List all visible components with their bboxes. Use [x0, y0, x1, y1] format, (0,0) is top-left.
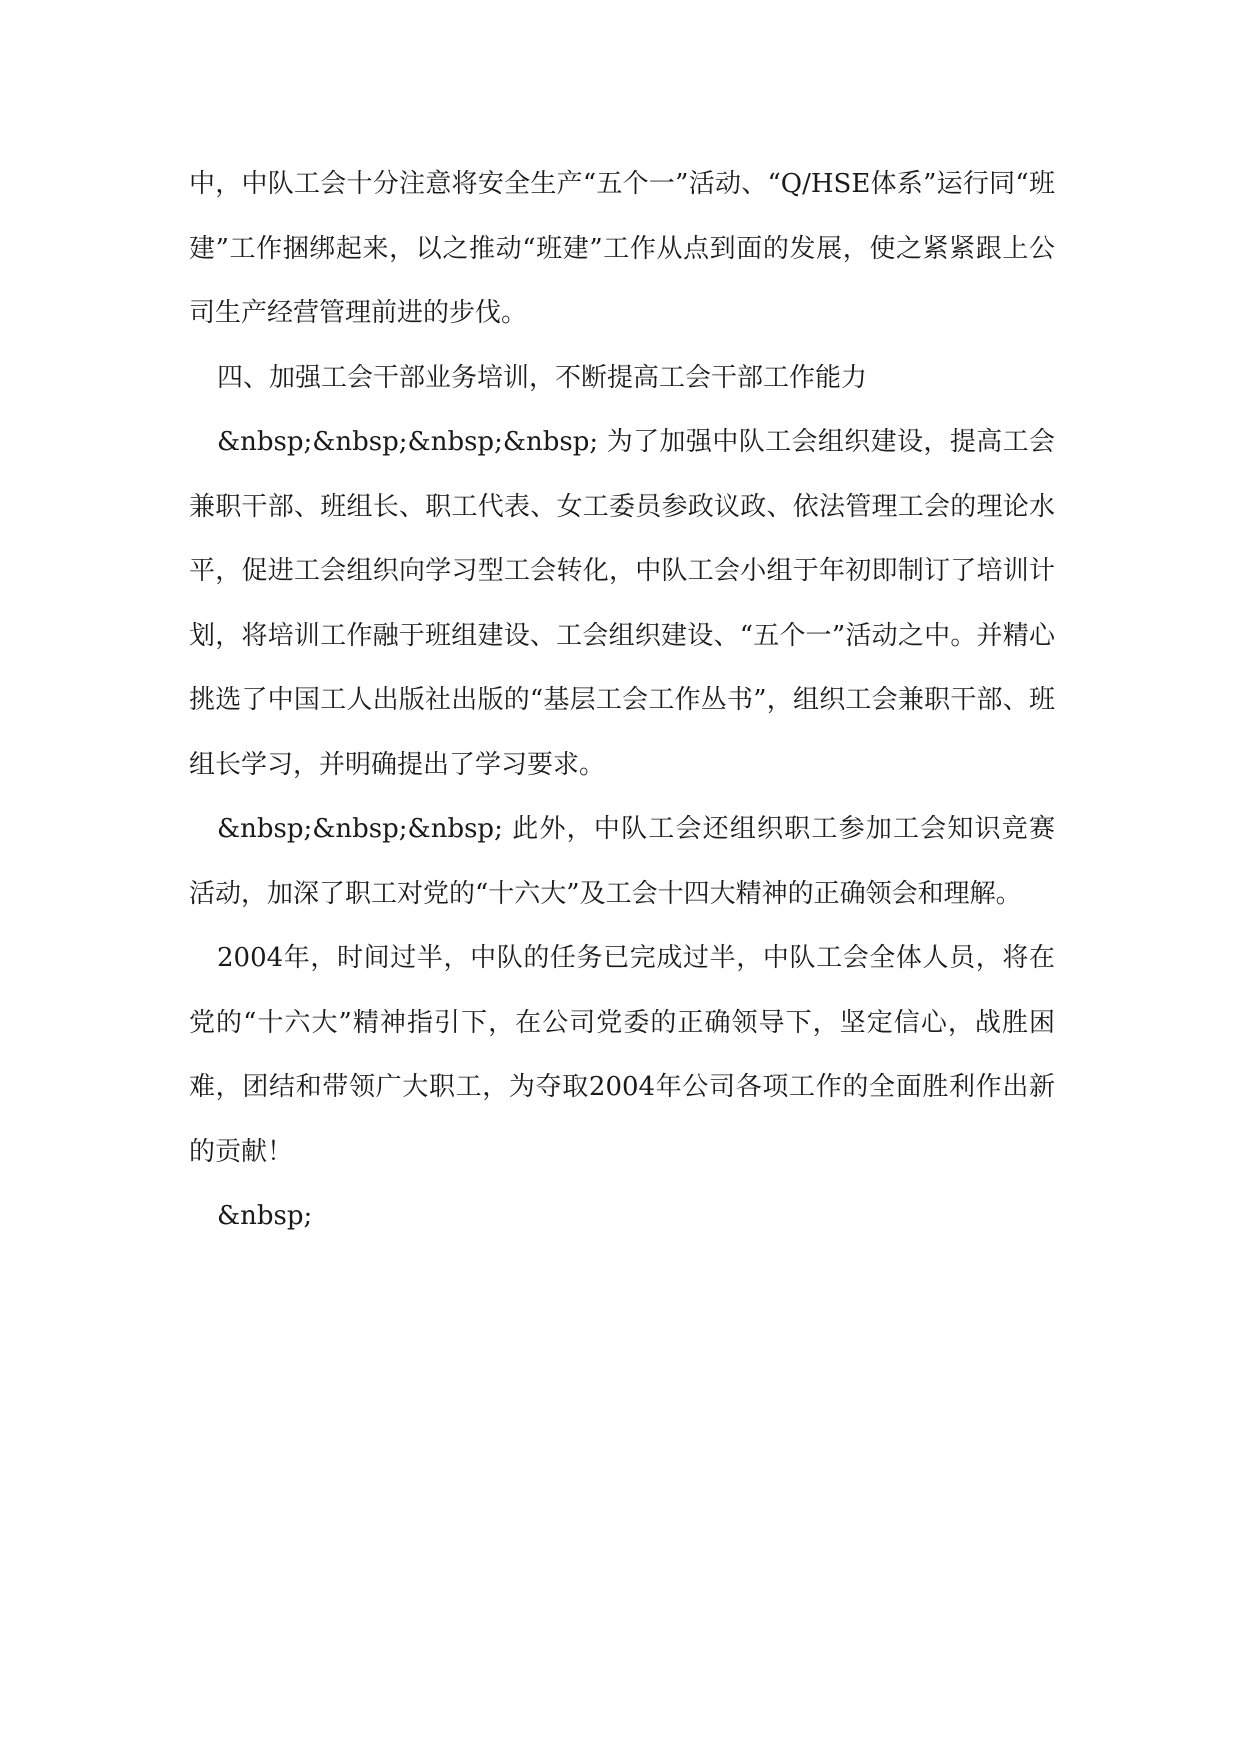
document-body — [189, 152, 1055, 1249]
paragraph-conclusion: 2004年，时间过半，中队的任务已完成过半，中队工会全体人员，将在党的“十六大”精神指引下，在公司党委的正确领导下，坚定信心，战胜困难，团结和带领广大职工，为夺取2004年公司各项工作的全面胜利作出新的贡献！ — [189, 943, 1055, 1167]
paragraph-knowledge-contest: &nbsp;&nbsp;&nbsp; 此外，中队工会还组织职工参加工会知识竞赛活动，加深了职工对党的“十六大”及工会十四大精神的正确领会和理解。 — [189, 814, 1055, 909]
section-heading-four: 四、加强工会干部业务培训，不断提高工会干部工作能力 — [217, 362, 868, 393]
paragraph-training: &nbsp;&nbsp;&nbsp;&nbsp; 为了加强中队工会组织建设，提高工会兼职干部、班组长、职工代表、女工委员参政议政、依法管理工会的理论水平，促进工会组织向学习型工会转化，中队工会小组于年初即制订了培训计划，将培训工作融于班组建设、工会组织建设、“五个一”活动之中。并精心挑选了中国工人出版社出版的“基层工会工作丛书”，组织工会兼职干部、班组长学习，并明确提出了学习要求。 — [189, 427, 1055, 780]
paragraph-trailing-nbsp: &nbsp; — [217, 1201, 313, 1231]
paragraph-continuation: 中，中队工会十分注意将安全生产“五个一”活动、“Q/HSE体系”运行同“班建”工作捆绑起来，以之推动“班建”工作从点到面的发展，使之紧紧跟上公司生产经营管理前进的步伐。 — [189, 169, 1055, 328]
